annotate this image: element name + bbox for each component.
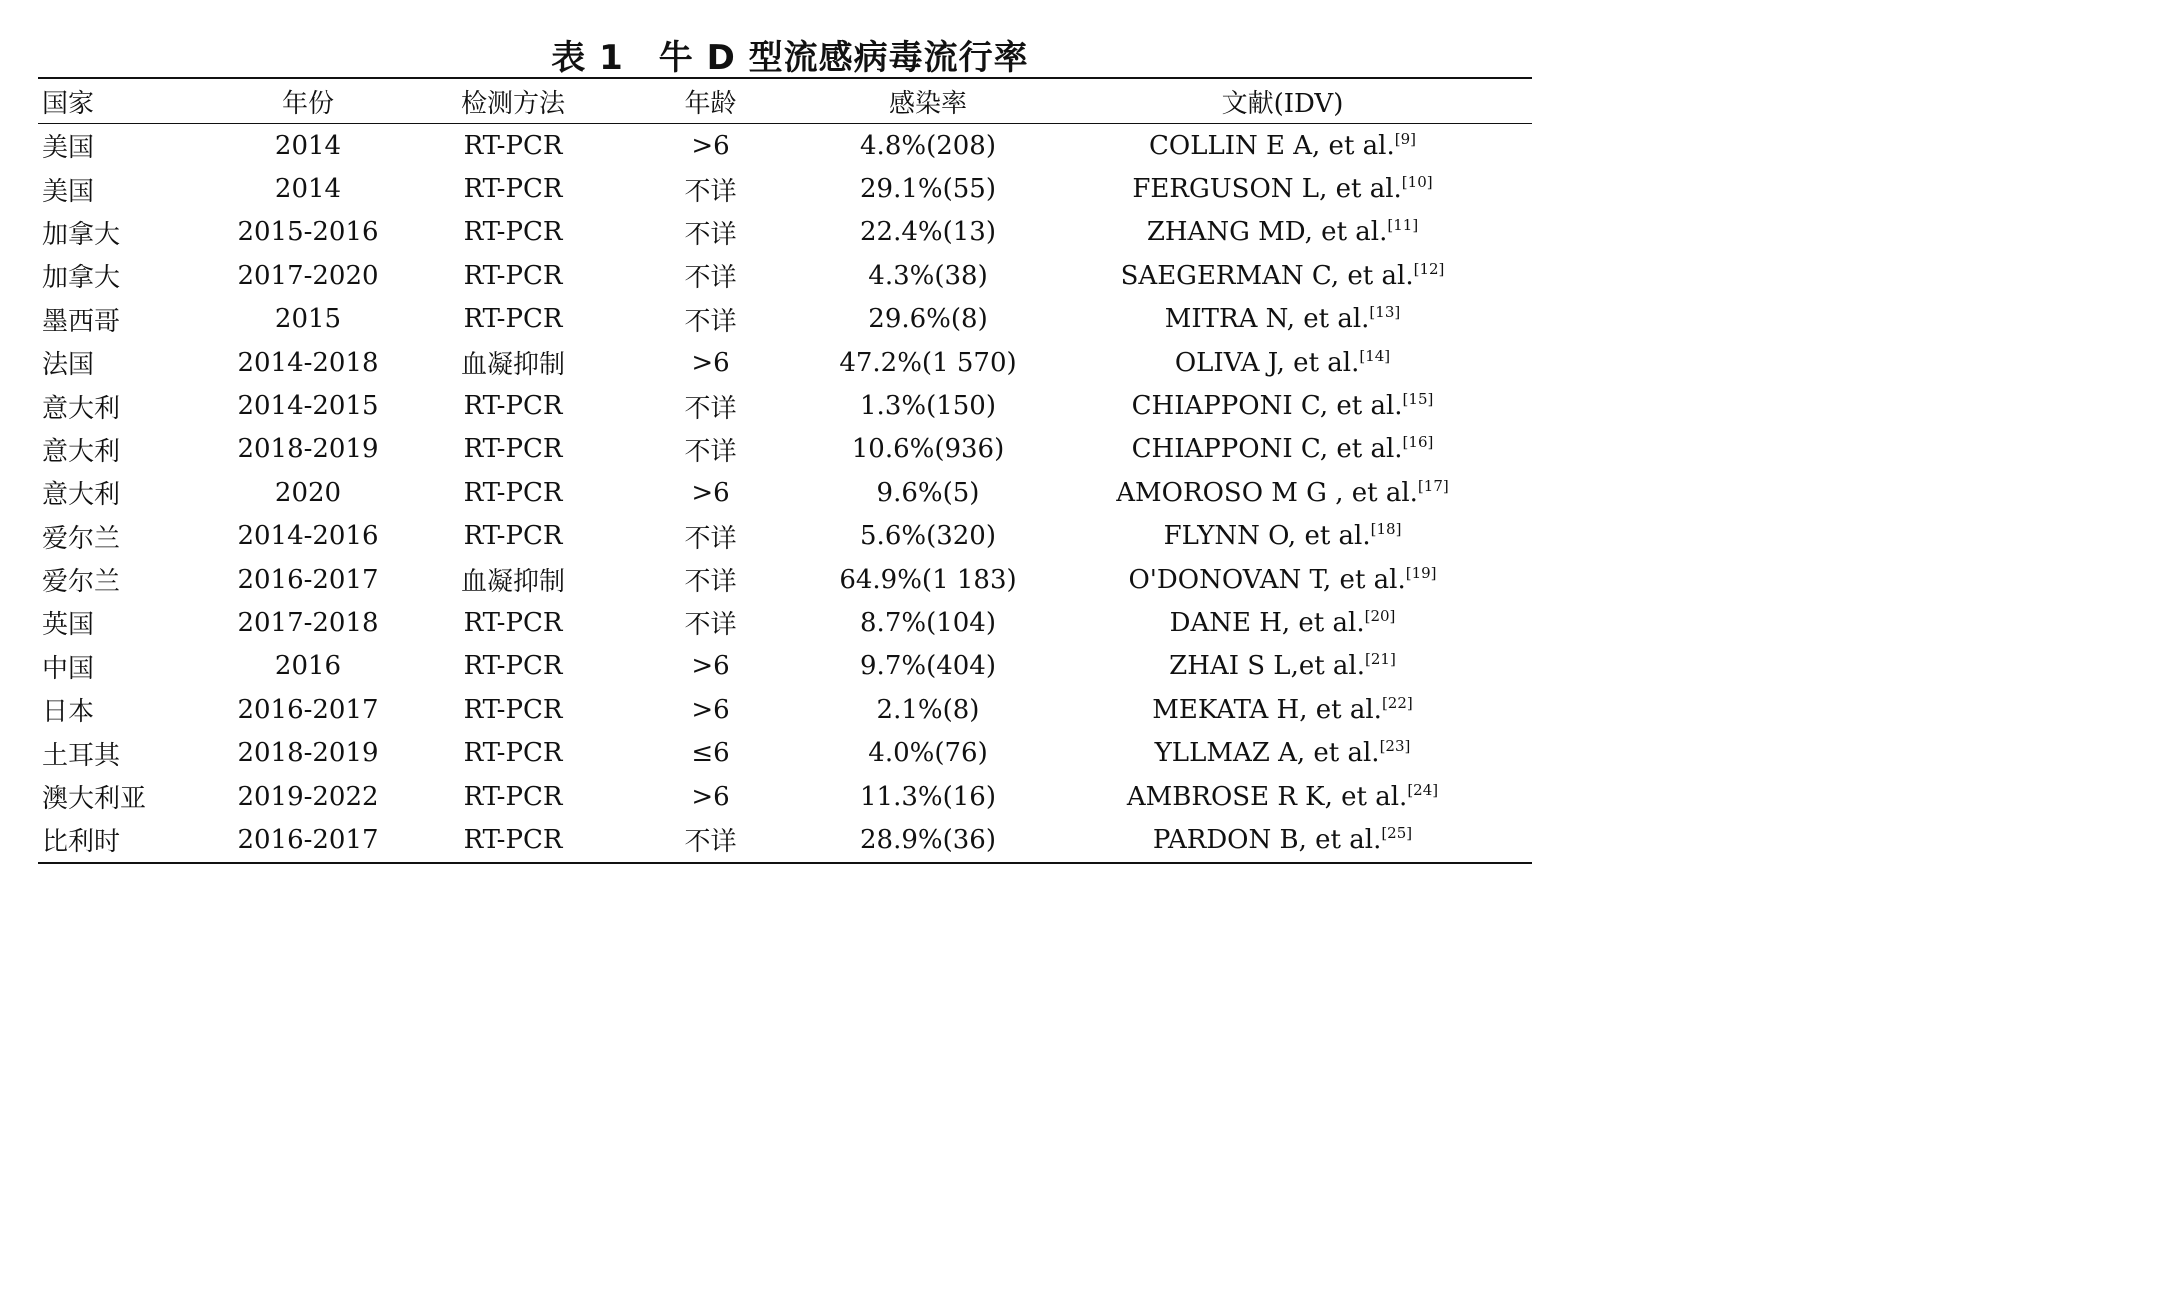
reference-number: [15] [1402, 390, 1434, 409]
cell-age: 不详 [684, 436, 737, 467]
cell-method: RT-PCR [463, 781, 563, 812]
cell-year: 2018-2019 [237, 738, 379, 769]
cell-reference [1033, 254, 1532, 297]
cell-age: >6 [691, 694, 730, 725]
cell-rate: 29.1%(55) [860, 174, 996, 205]
cell-age: 不详 [684, 219, 737, 250]
cell-method: RT-PCR [463, 694, 563, 725]
cell-country: 英国 [42, 610, 95, 641]
cell-rate: 8.7%(104) [860, 607, 996, 638]
reference-text: YLLMAZ A, et al. [1154, 738, 1380, 769]
reference-text: DANE H, et al. [1169, 607, 1365, 638]
column-header-country: 国家 [42, 88, 95, 119]
cell-rate: 29.6%(8) [868, 304, 988, 335]
cell-country: 加拿大 [42, 263, 121, 294]
cell-method: RT-PCR [463, 434, 563, 465]
cell-age: >6 [691, 781, 730, 812]
reference-number: [23] [1379, 737, 1411, 756]
table-row [38, 775, 1532, 818]
cell-rate: 4.3%(38) [868, 260, 988, 291]
cell-reference [1033, 731, 1532, 774]
cell-rate: 9.6%(5) [876, 477, 980, 508]
reference-number: [9] [1394, 129, 1416, 148]
cell-reference [1033, 298, 1532, 341]
cell-country: 美国 [42, 133, 95, 164]
cell-age: 不详 [684, 393, 737, 424]
cell-reference [1033, 211, 1532, 254]
reference-number: [18] [1370, 520, 1402, 539]
cell-rate: 22.4%(13) [860, 217, 996, 248]
reference-number: [20] [1364, 606, 1396, 625]
prevalence-table [38, 77, 1532, 864]
reference-text: FERGUSON L, et al. [1132, 174, 1402, 205]
table-row [38, 818, 1532, 862]
cell-reference [1033, 818, 1532, 862]
reference-number: [21] [1365, 650, 1396, 669]
column-header-age: 年龄 [684, 88, 737, 119]
reference-number: [10] [1401, 173, 1433, 192]
cell-rate: 47.2%(1 570) [839, 347, 1017, 378]
cell-method: 血凝抑制 [460, 350, 565, 381]
cell-reference [1033, 645, 1532, 688]
cell-rate: 11.3%(16) [860, 781, 996, 812]
cell-country: 意大利 [42, 436, 121, 467]
reference-text: MITRA N, et al. [1164, 304, 1370, 335]
cell-age: 不详 [684, 610, 737, 641]
reference-text: COLLIN E A, et al. [1148, 130, 1395, 161]
cell-method: RT-PCR [463, 477, 563, 508]
reference-text: PARDON B, et al. [1152, 824, 1382, 855]
cell-rate: 28.9%(36) [860, 824, 996, 855]
table-row [38, 384, 1532, 427]
cell-reference [1033, 558, 1532, 601]
cell-rate: 10.6%(936) [851, 434, 1005, 465]
cell-reference [1033, 428, 1532, 471]
reference-number: [16] [1402, 433, 1434, 452]
table-row [38, 341, 1532, 384]
cell-year: 2014 [274, 130, 342, 161]
cell-reference [1033, 124, 1532, 168]
cell-year: 2016-2017 [237, 694, 379, 725]
cell-age: 不详 [684, 567, 737, 598]
column-header-rate: 感染率 [888, 88, 967, 119]
cell-age: 不详 [684, 523, 737, 554]
cell-age: >6 [691, 477, 730, 508]
column-header-reference: 文献(IDV) [1221, 88, 1344, 119]
reference-text: ZHANG MD, et al. [1146, 217, 1388, 248]
cell-reference [1033, 167, 1532, 210]
reference-number: [17] [1417, 476, 1449, 495]
cell-reference [1033, 515, 1532, 558]
cell-age: 不详 [684, 263, 737, 294]
reference-text: MEKATA H, et al. [1152, 694, 1382, 725]
cell-method: RT-PCR [463, 130, 563, 161]
cell-method: RT-PCR [463, 607, 563, 638]
reference-text: AMOROSO M G , et al. [1116, 477, 1418, 508]
cell-country: 比利时 [42, 827, 121, 858]
cell-method: RT-PCR [463, 304, 563, 335]
cell-year: 2014-2018 [237, 347, 379, 378]
cell-reference [1033, 688, 1532, 731]
cell-year: 2018-2019 [237, 434, 379, 465]
cell-method: RT-PCR [463, 651, 563, 682]
cell-country: 中国 [42, 653, 95, 684]
cell-method: RT-PCR [463, 738, 563, 769]
cell-age: 不详 [684, 176, 737, 207]
cell-year: 2016-2017 [237, 564, 379, 595]
cell-country: 土耳其 [42, 740, 121, 771]
reference-text: CHIAPPONI C, et al. [1131, 391, 1403, 422]
cell-age: >6 [691, 651, 730, 682]
cell-reference [1033, 341, 1532, 384]
table-row [38, 515, 1532, 558]
cell-method: 血凝抑制 [460, 567, 565, 598]
cell-year: 2017-2018 [237, 607, 379, 638]
table-row [38, 298, 1532, 341]
table-row [38, 601, 1532, 644]
cell-rate: 4.8%(208) [860, 130, 996, 161]
cell-reference [1033, 601, 1532, 644]
table-row [38, 167, 1532, 210]
cell-method: RT-PCR [463, 521, 563, 552]
cell-age: 不详 [684, 827, 737, 858]
cell-rate: 5.6%(320) [860, 521, 996, 552]
table-row [38, 211, 1532, 254]
cell-method: RT-PCR [463, 217, 563, 248]
cell-country: 爱尔兰 [42, 523, 121, 554]
table-row [38, 645, 1532, 688]
table-title: 表 1 牛 D 型流感病毒流行率 [551, 38, 1029, 78]
cell-year: 2014-2015 [237, 391, 379, 422]
cell-method: RT-PCR [463, 391, 563, 422]
reference-number: [19] [1405, 563, 1437, 582]
column-header-year: 年份 [281, 88, 334, 119]
reference-number: [25] [1381, 823, 1413, 842]
cell-age: >6 [691, 347, 730, 378]
cell-country: 日本 [42, 697, 95, 728]
reference-text: SAEGERMAN C, et al. [1120, 260, 1414, 291]
cell-age: ≤6 [691, 738, 730, 769]
reference-text: OLIVA J, et al. [1174, 347, 1360, 378]
table-row [38, 471, 1532, 514]
cell-reference [1033, 775, 1532, 818]
reference-number: [14] [1359, 346, 1391, 365]
cell-year: 2016 [274, 651, 342, 682]
table-row [38, 731, 1532, 774]
cell-method: RT-PCR [463, 824, 563, 855]
reference-number: [13] [1369, 303, 1401, 322]
table-row [38, 254, 1532, 297]
cell-year: 2014 [274, 174, 342, 205]
cell-year: 2017-2020 [237, 260, 379, 291]
reference-text: AMBROSE R K, et al. [1126, 781, 1408, 812]
cell-age: >6 [691, 130, 730, 161]
cell-country: 加拿大 [42, 219, 121, 250]
table-row [38, 124, 1532, 168]
reference-number: [22] [1381, 693, 1413, 712]
cell-rate: 64.9%(1 183) [839, 564, 1017, 595]
cell-year: 2015-2016 [237, 217, 379, 248]
cell-country: 意大利 [42, 393, 121, 424]
cell-country: 爱尔兰 [42, 567, 121, 598]
cell-country: 美国 [42, 176, 95, 207]
cell-country: 法国 [42, 350, 95, 381]
cell-rate: 1.3%(150) [860, 391, 996, 422]
cell-year: 2020 [274, 477, 342, 508]
reference-text: CHIAPPONI C, et al. [1131, 434, 1403, 465]
reference-text: O'DONOVAN T, et al. [1128, 564, 1406, 595]
reference-text: ZHAI S L,et al. [1169, 651, 1366, 682]
cell-rate: 2.1%(8) [876, 694, 980, 725]
cell-year: 2015 [274, 304, 342, 335]
cell-country: 意大利 [42, 480, 121, 511]
reference-number: [12] [1413, 259, 1445, 278]
cell-year: 2014-2016 [237, 521, 379, 552]
cell-rate: 9.7%(404) [860, 651, 996, 682]
reference-text: FLYNN O, et al. [1163, 521, 1371, 552]
table-body [38, 124, 1532, 863]
cell-reference [1033, 384, 1532, 427]
table-row [38, 688, 1532, 731]
table-row [38, 428, 1532, 471]
reference-number: [24] [1407, 780, 1439, 799]
cell-age: 不详 [684, 306, 737, 337]
column-header-method: 检测方法 [460, 88, 565, 119]
cell-method: RT-PCR [463, 260, 563, 291]
table-header-row [38, 78, 1532, 124]
cell-country: 墨西哥 [42, 306, 121, 337]
reference-number: [11] [1387, 216, 1419, 235]
cell-year: 2019-2022 [237, 781, 379, 812]
cell-country: 澳大利亚 [42, 784, 147, 815]
cell-rate: 4.0%(76) [868, 738, 988, 769]
cell-year: 2016-2017 [237, 824, 379, 855]
cell-reference [1033, 471, 1532, 514]
cell-method: RT-PCR [463, 174, 563, 205]
table-row [38, 558, 1532, 601]
